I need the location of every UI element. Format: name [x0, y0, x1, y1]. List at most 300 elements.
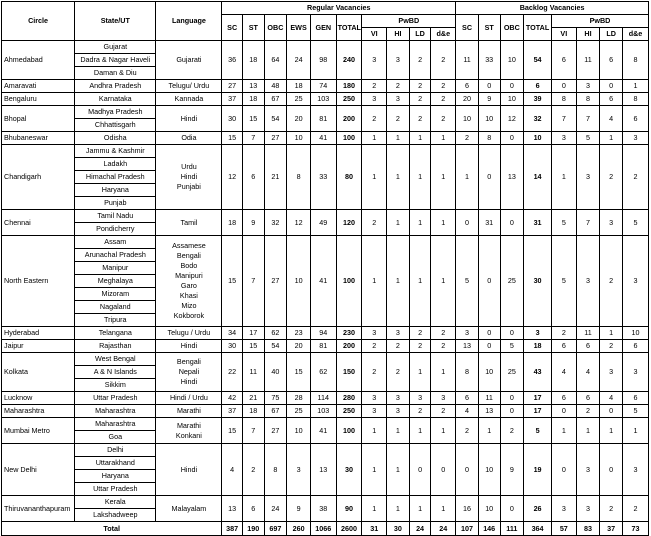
bl-pwbd-vi: 3	[551, 132, 576, 145]
bl-pwbd-hi: 1	[576, 418, 600, 444]
table-row	[2, 353, 649, 366]
language-name: Mizo	[181, 301, 197, 310]
bl-pwbd-vi: 6	[551, 340, 576, 353]
reg-pwbd-ld: 3	[409, 392, 431, 405]
reg-total: 100	[336, 418, 362, 444]
table-row	[2, 496, 649, 509]
reg-st: 6	[242, 496, 264, 522]
reg-pwbd-de: 2	[431, 106, 456, 132]
table-row	[2, 327, 649, 340]
reg-ews: 3	[287, 444, 311, 496]
reg-pwbd-vi: 1	[362, 236, 387, 327]
grand-reg-pwbd-value: 24	[431, 522, 456, 536]
bl-sc: 4	[456, 405, 479, 418]
reg-pwbd-ld: 1	[409, 145, 431, 210]
header-bl-pwbd-hi: HI	[576, 28, 600, 41]
grand-reg-value: 2600	[336, 522, 362, 536]
bl-sc: 6	[456, 392, 479, 405]
language-cell	[156, 392, 222, 405]
state-name: Odisha	[75, 132, 156, 145]
bl-pwbd-vi: 7	[551, 106, 576, 132]
state-name: Maharashtra	[75, 418, 156, 431]
bl-pwbd-de: 5	[623, 405, 649, 418]
reg-pwbd-vi: 3	[362, 327, 387, 340]
circle-name: Ahmedabad	[2, 41, 75, 80]
reg-pwbd-de: 2	[431, 80, 456, 93]
table-row	[2, 80, 649, 93]
bl-pwbd-vi: 5	[551, 210, 576, 236]
table-row	[2, 444, 649, 457]
reg-pwbd-de: 1	[431, 145, 456, 210]
table-row	[2, 93, 649, 106]
reg-pwbd-hi: 2	[387, 106, 410, 132]
reg-gen: 38	[310, 496, 336, 522]
reg-pwbd-de: 2	[431, 41, 456, 80]
reg-ews: 9	[287, 496, 311, 522]
reg-pwbd-ld: 0	[409, 444, 431, 496]
reg-st: 6	[242, 145, 264, 210]
bl-pwbd-de: 2	[623, 496, 649, 522]
language-cell	[156, 327, 222, 340]
reg-gen: 41	[310, 132, 336, 145]
reg-obc: 27	[264, 236, 287, 327]
state-name: Uttarakhand	[75, 457, 156, 470]
header-bl-sc: SC	[456, 15, 479, 41]
language-cell	[156, 340, 222, 353]
header-backlog-vacancies: Backlog Vacancies	[456, 2, 649, 15]
state-name: Daman & Diu	[75, 67, 156, 80]
header-reg-gen: GEN	[310, 15, 336, 41]
reg-pwbd-de: 1	[431, 210, 456, 236]
bl-obc: 25	[500, 353, 524, 392]
bl-sc: 0	[456, 210, 479, 236]
reg-st: 15	[242, 106, 264, 132]
reg-total: 250	[336, 405, 362, 418]
bl-sc: 20	[456, 93, 479, 106]
bl-pwbd-ld: 2	[600, 496, 623, 522]
bl-pwbd-ld: 4	[600, 392, 623, 405]
reg-obc: 48	[264, 80, 287, 93]
state-name: Pondicherry	[75, 223, 156, 236]
reg-pwbd-ld: 1	[409, 418, 431, 444]
reg-pwbd-ld: 1	[409, 210, 431, 236]
circle-name: Bhopal	[2, 106, 75, 132]
reg-obc: 27	[264, 132, 287, 145]
reg-sc: 15	[222, 132, 243, 145]
grand-reg-value: 260	[287, 522, 311, 536]
reg-pwbd-ld: 2	[409, 80, 431, 93]
bl-obc: 0	[500, 392, 524, 405]
bl-st: 31	[478, 210, 500, 236]
state-name: Delhi	[75, 444, 156, 457]
reg-total: 200	[336, 340, 362, 353]
bl-pwbd-vi: 0	[551, 405, 576, 418]
language-name: Nepali	[178, 367, 200, 376]
reg-sc: 27	[222, 80, 243, 93]
reg-gen: 103	[310, 93, 336, 106]
bl-st: 0	[478, 340, 500, 353]
reg-gen: 41	[310, 418, 336, 444]
bl-sc: 0	[456, 444, 479, 496]
language-cell	[156, 93, 222, 106]
state-name: Madhya Pradesh	[75, 106, 156, 119]
bl-pwbd-hi: 3	[576, 80, 600, 93]
language-name: Hindi / Urdu	[169, 393, 208, 402]
grand-reg-value: 1066	[310, 522, 336, 536]
bl-st: 8	[478, 132, 500, 145]
grand-bl-pwbd-value: 57	[551, 522, 576, 536]
bl-pwbd-hi: 6	[576, 340, 600, 353]
state-name: Kerala	[75, 496, 156, 509]
bl-pwbd-vi: 3	[551, 496, 576, 522]
reg-sc: 37	[222, 405, 243, 418]
state-name: West Bengal	[75, 353, 156, 366]
language-cell	[156, 41, 222, 80]
bl-sc: 1	[456, 145, 479, 210]
bl-obc: 2	[500, 418, 524, 444]
bl-pwbd-hi: 3	[576, 496, 600, 522]
grand-bl-pwbd-value: 83	[576, 522, 600, 536]
reg-sc: 37	[222, 93, 243, 106]
bl-total: 30	[524, 236, 552, 327]
reg-pwbd-hi: 1	[387, 418, 410, 444]
grand-reg-pwbd-value: 30	[387, 522, 410, 536]
reg-total: 80	[336, 145, 362, 210]
bl-obc: 12	[500, 106, 524, 132]
reg-sc: 18	[222, 210, 243, 236]
reg-pwbd-de: 2	[431, 93, 456, 106]
reg-st: 15	[242, 340, 264, 353]
reg-obc: 62	[264, 327, 287, 340]
reg-total: 250	[336, 93, 362, 106]
bl-obc: 10	[500, 93, 524, 106]
state-name: Chhattisgarh	[75, 119, 156, 132]
grand-reg-value: 697	[264, 522, 287, 536]
bl-obc: 13	[500, 145, 524, 210]
state-name: Dadra & Nagar Haveli	[75, 54, 156, 67]
reg-pwbd-vi: 3	[362, 405, 387, 418]
table-row	[2, 392, 649, 405]
state-name: Sikkim	[75, 379, 156, 392]
bl-obc: 9	[500, 444, 524, 496]
vacancy-table	[1, 1, 649, 536]
reg-sc: 22	[222, 353, 243, 392]
header-bl-pwbd: PwBD	[551, 15, 648, 28]
reg-pwbd-ld: 2	[409, 41, 431, 80]
reg-ews: 28	[287, 392, 311, 405]
reg-total: 240	[336, 41, 362, 80]
header-reg-pwbd-ld: LD	[409, 28, 431, 41]
language-name: Hindi	[180, 464, 198, 474]
reg-st: 17	[242, 327, 264, 340]
reg-ews: 10	[287, 236, 311, 327]
bl-pwbd-de: 5	[623, 210, 649, 236]
language-name: Hindi	[180, 113, 198, 123]
header-reg-total: TOTAL	[336, 15, 362, 41]
reg-ews: 20	[287, 340, 311, 353]
language-cell	[156, 353, 222, 392]
state-name: Lakshadweep	[75, 509, 156, 522]
bl-pwbd-ld: 3	[600, 210, 623, 236]
bl-pwbd-de: 6	[623, 106, 649, 132]
table-row	[2, 418, 649, 431]
reg-pwbd-ld: 1	[409, 236, 431, 327]
state-name: Uttar Pradesh	[75, 483, 156, 496]
state-name: Himachal Pradesh	[75, 171, 156, 184]
state-name: Gujarat	[75, 41, 156, 54]
reg-pwbd-de: 1	[431, 236, 456, 327]
reg-pwbd-ld: 2	[409, 93, 431, 106]
bl-pwbd-de: 3	[623, 236, 649, 327]
bl-st: 10	[478, 444, 500, 496]
reg-obc: 67	[264, 93, 287, 106]
bl-sc: 2	[456, 418, 479, 444]
bl-pwbd-ld: 1	[600, 132, 623, 145]
bl-pwbd-vi: 5	[551, 236, 576, 327]
reg-pwbd-hi: 3	[387, 405, 410, 418]
grand-reg-pwbd-value: 24	[409, 522, 431, 536]
circle-name: Thiruvananthapuram	[2, 496, 75, 522]
bl-obc: 0	[500, 496, 524, 522]
reg-total: 200	[336, 106, 362, 132]
reg-pwbd-vi: 2	[362, 340, 387, 353]
bl-st: 11	[478, 392, 500, 405]
bl-pwbd-vi: 8	[551, 93, 576, 106]
bl-pwbd-hi: 3	[576, 145, 600, 210]
language-cell	[156, 80, 222, 93]
reg-st: 18	[242, 93, 264, 106]
state-name: Goa	[75, 431, 156, 444]
reg-pwbd-ld: 1	[409, 132, 431, 145]
bl-pwbd-hi: 11	[576, 327, 600, 340]
state-name: Manipur	[75, 262, 156, 275]
reg-pwbd-hi: 3	[387, 327, 410, 340]
bl-total: 43	[524, 353, 552, 392]
bl-st: 1	[478, 418, 500, 444]
table-row	[2, 106, 649, 119]
reg-st: 7	[242, 132, 264, 145]
bl-st: 33	[478, 41, 500, 80]
language-name: Malayalam	[171, 503, 207, 513]
bl-pwbd-vi: 4	[551, 353, 576, 392]
reg-st: 18	[242, 41, 264, 80]
reg-gen: 94	[310, 327, 336, 340]
bl-pwbd-de: 8	[623, 93, 649, 106]
reg-pwbd-de: 3	[431, 392, 456, 405]
state-name: Mizoram	[75, 288, 156, 301]
circle-name: Kolkata	[2, 353, 75, 392]
bl-total: 3	[524, 327, 552, 340]
reg-total: 280	[336, 392, 362, 405]
bl-pwbd-hi: 7	[576, 210, 600, 236]
header-reg-obc: OBC	[264, 15, 287, 41]
reg-st: 11	[242, 353, 264, 392]
language-name: Marathi	[176, 406, 201, 415]
bl-pwbd-de: 2	[623, 145, 649, 210]
reg-pwbd-hi: 1	[387, 496, 410, 522]
reg-st: 18	[242, 405, 264, 418]
circle-name: Bhubaneswar	[2, 132, 75, 145]
circle-name: Maharashtra	[2, 405, 75, 418]
language-name: Hindi	[180, 377, 198, 386]
grand-reg-value: 387	[222, 522, 243, 536]
state-name: Haryana	[75, 470, 156, 483]
table-row	[2, 210, 649, 223]
reg-gen: 81	[310, 340, 336, 353]
language-cell	[156, 132, 222, 145]
bl-pwbd-ld: 6	[600, 41, 623, 80]
bl-st: 0	[478, 327, 500, 340]
bl-pwbd-vi: 6	[551, 41, 576, 80]
bl-st: 0	[478, 236, 500, 327]
bl-pwbd-ld: 1	[600, 327, 623, 340]
reg-st: 21	[242, 392, 264, 405]
reg-pwbd-ld: 2	[409, 340, 431, 353]
reg-pwbd-de: 2	[431, 327, 456, 340]
header-regular-vacancies: Regular Vacancies	[222, 2, 456, 15]
language-cell	[156, 236, 222, 327]
bl-sc: 2	[456, 132, 479, 145]
grand-bl-pwbd-value: 73	[623, 522, 649, 536]
bl-pwbd-de: 3	[623, 444, 649, 496]
reg-pwbd-vi: 1	[362, 418, 387, 444]
reg-pwbd-vi: 3	[362, 41, 387, 80]
bl-pwbd-de: 10	[623, 327, 649, 340]
circle-name: Hyderabad	[2, 327, 75, 340]
reg-ews: 20	[287, 106, 311, 132]
state-name: Haryana	[75, 184, 156, 197]
bl-st: 13	[478, 405, 500, 418]
reg-pwbd-vi: 2	[362, 106, 387, 132]
circle-name: Jaipur	[2, 340, 75, 353]
bl-pwbd-hi: 5	[576, 132, 600, 145]
reg-pwbd-hi: 1	[387, 444, 410, 496]
reg-pwbd-de: 0	[431, 444, 456, 496]
reg-pwbd-hi: 2	[387, 80, 410, 93]
reg-total: 180	[336, 80, 362, 93]
reg-pwbd-ld: 1	[409, 496, 431, 522]
bl-total: 39	[524, 93, 552, 106]
state-name: Nagaland	[75, 301, 156, 314]
grand-bl-value: 107	[456, 522, 479, 536]
reg-sc: 4	[222, 444, 243, 496]
language-name: Telugu / Urdu	[167, 328, 211, 337]
bl-pwbd-de: 3	[623, 353, 649, 392]
reg-gen: 41	[310, 236, 336, 327]
language-name: Konkani	[175, 430, 202, 440]
circle-name: Chandigarh	[2, 145, 75, 210]
reg-pwbd-de: 1	[431, 418, 456, 444]
state-name: Tamil Nadu	[75, 210, 156, 223]
bl-pwbd-de: 1	[623, 418, 649, 444]
reg-ews: 10	[287, 132, 311, 145]
header-state: State/UT	[75, 2, 156, 41]
reg-sc: 15	[222, 418, 243, 444]
header-bl-pwbd-vi: VI	[551, 28, 576, 41]
header-reg-pwbd-vi: VI	[362, 28, 387, 41]
state-name: Telangana	[75, 327, 156, 340]
reg-sc: 36	[222, 41, 243, 80]
language-name: Kokborok	[173, 311, 205, 320]
bl-obc: 0	[500, 80, 524, 93]
header-reg-sc: SC	[222, 15, 243, 41]
reg-pwbd-vi: 2	[362, 353, 387, 392]
reg-pwbd-ld: 2	[409, 405, 431, 418]
language-name: Garo	[180, 281, 197, 290]
reg-st: 7	[242, 236, 264, 327]
bl-pwbd-hi: 8	[576, 93, 600, 106]
language-cell	[156, 405, 222, 418]
state-name: Arunachal Pradesh	[75, 249, 156, 262]
bl-sc: 8	[456, 353, 479, 392]
bl-pwbd-hi: 7	[576, 106, 600, 132]
bl-pwbd-vi: 1	[551, 418, 576, 444]
circle-name: Bengaluru	[2, 93, 75, 106]
header-bl-total: TOTAL	[524, 15, 552, 41]
state-name: Rajasthan	[75, 340, 156, 353]
circle-name: New Delhi	[2, 444, 75, 496]
reg-total: 90	[336, 496, 362, 522]
language-name: Telugu/ Urdu	[168, 81, 210, 90]
circle-name: Chennai	[2, 210, 75, 236]
language-name: Marathi	[176, 420, 201, 430]
state-name: Ladakh	[75, 158, 156, 171]
circle-name: North Eastern	[2, 236, 75, 327]
bl-total: 17	[524, 405, 552, 418]
bl-pwbd-vi: 0	[551, 80, 576, 93]
reg-pwbd-hi: 1	[387, 236, 410, 327]
reg-ews: 12	[287, 210, 311, 236]
bl-total: 17	[524, 392, 552, 405]
reg-ews: 10	[287, 418, 311, 444]
reg-total: 30	[336, 444, 362, 496]
grand-total-label: Total	[2, 522, 222, 536]
reg-pwbd-ld: 2	[409, 327, 431, 340]
reg-pwbd-vi: 2	[362, 80, 387, 93]
language-name: Tamil	[180, 217, 198, 227]
table-header	[2, 2, 649, 41]
language-cell	[156, 145, 222, 210]
language-name: Kannada	[174, 94, 204, 103]
bl-pwbd-de: 1	[623, 80, 649, 93]
reg-gen: 114	[310, 392, 336, 405]
language-name: Punjabi	[176, 182, 201, 191]
bl-st: 10	[478, 106, 500, 132]
reg-total: 230	[336, 327, 362, 340]
reg-pwbd-hi: 3	[387, 93, 410, 106]
reg-obc: 21	[264, 145, 287, 210]
bl-pwbd-de: 8	[623, 41, 649, 80]
reg-pwbd-de: 1	[431, 496, 456, 522]
bl-pwbd-ld: 0	[600, 405, 623, 418]
reg-obc: 75	[264, 392, 287, 405]
language-cell	[156, 106, 222, 132]
table-row	[2, 41, 649, 54]
bl-pwbd-ld: 0	[600, 444, 623, 496]
bl-total: 6	[524, 80, 552, 93]
language-name: Assamese	[172, 241, 206, 250]
reg-sc: 34	[222, 327, 243, 340]
reg-obc: 27	[264, 418, 287, 444]
reg-gen: 98	[310, 41, 336, 80]
language-name: Bodo	[180, 261, 198, 270]
bl-total: 18	[524, 340, 552, 353]
bl-sc: 10	[456, 106, 479, 132]
bl-total: 54	[524, 41, 552, 80]
bl-pwbd-hi: 4	[576, 353, 600, 392]
bl-pwbd-ld: 1	[600, 418, 623, 444]
bl-total: 31	[524, 210, 552, 236]
